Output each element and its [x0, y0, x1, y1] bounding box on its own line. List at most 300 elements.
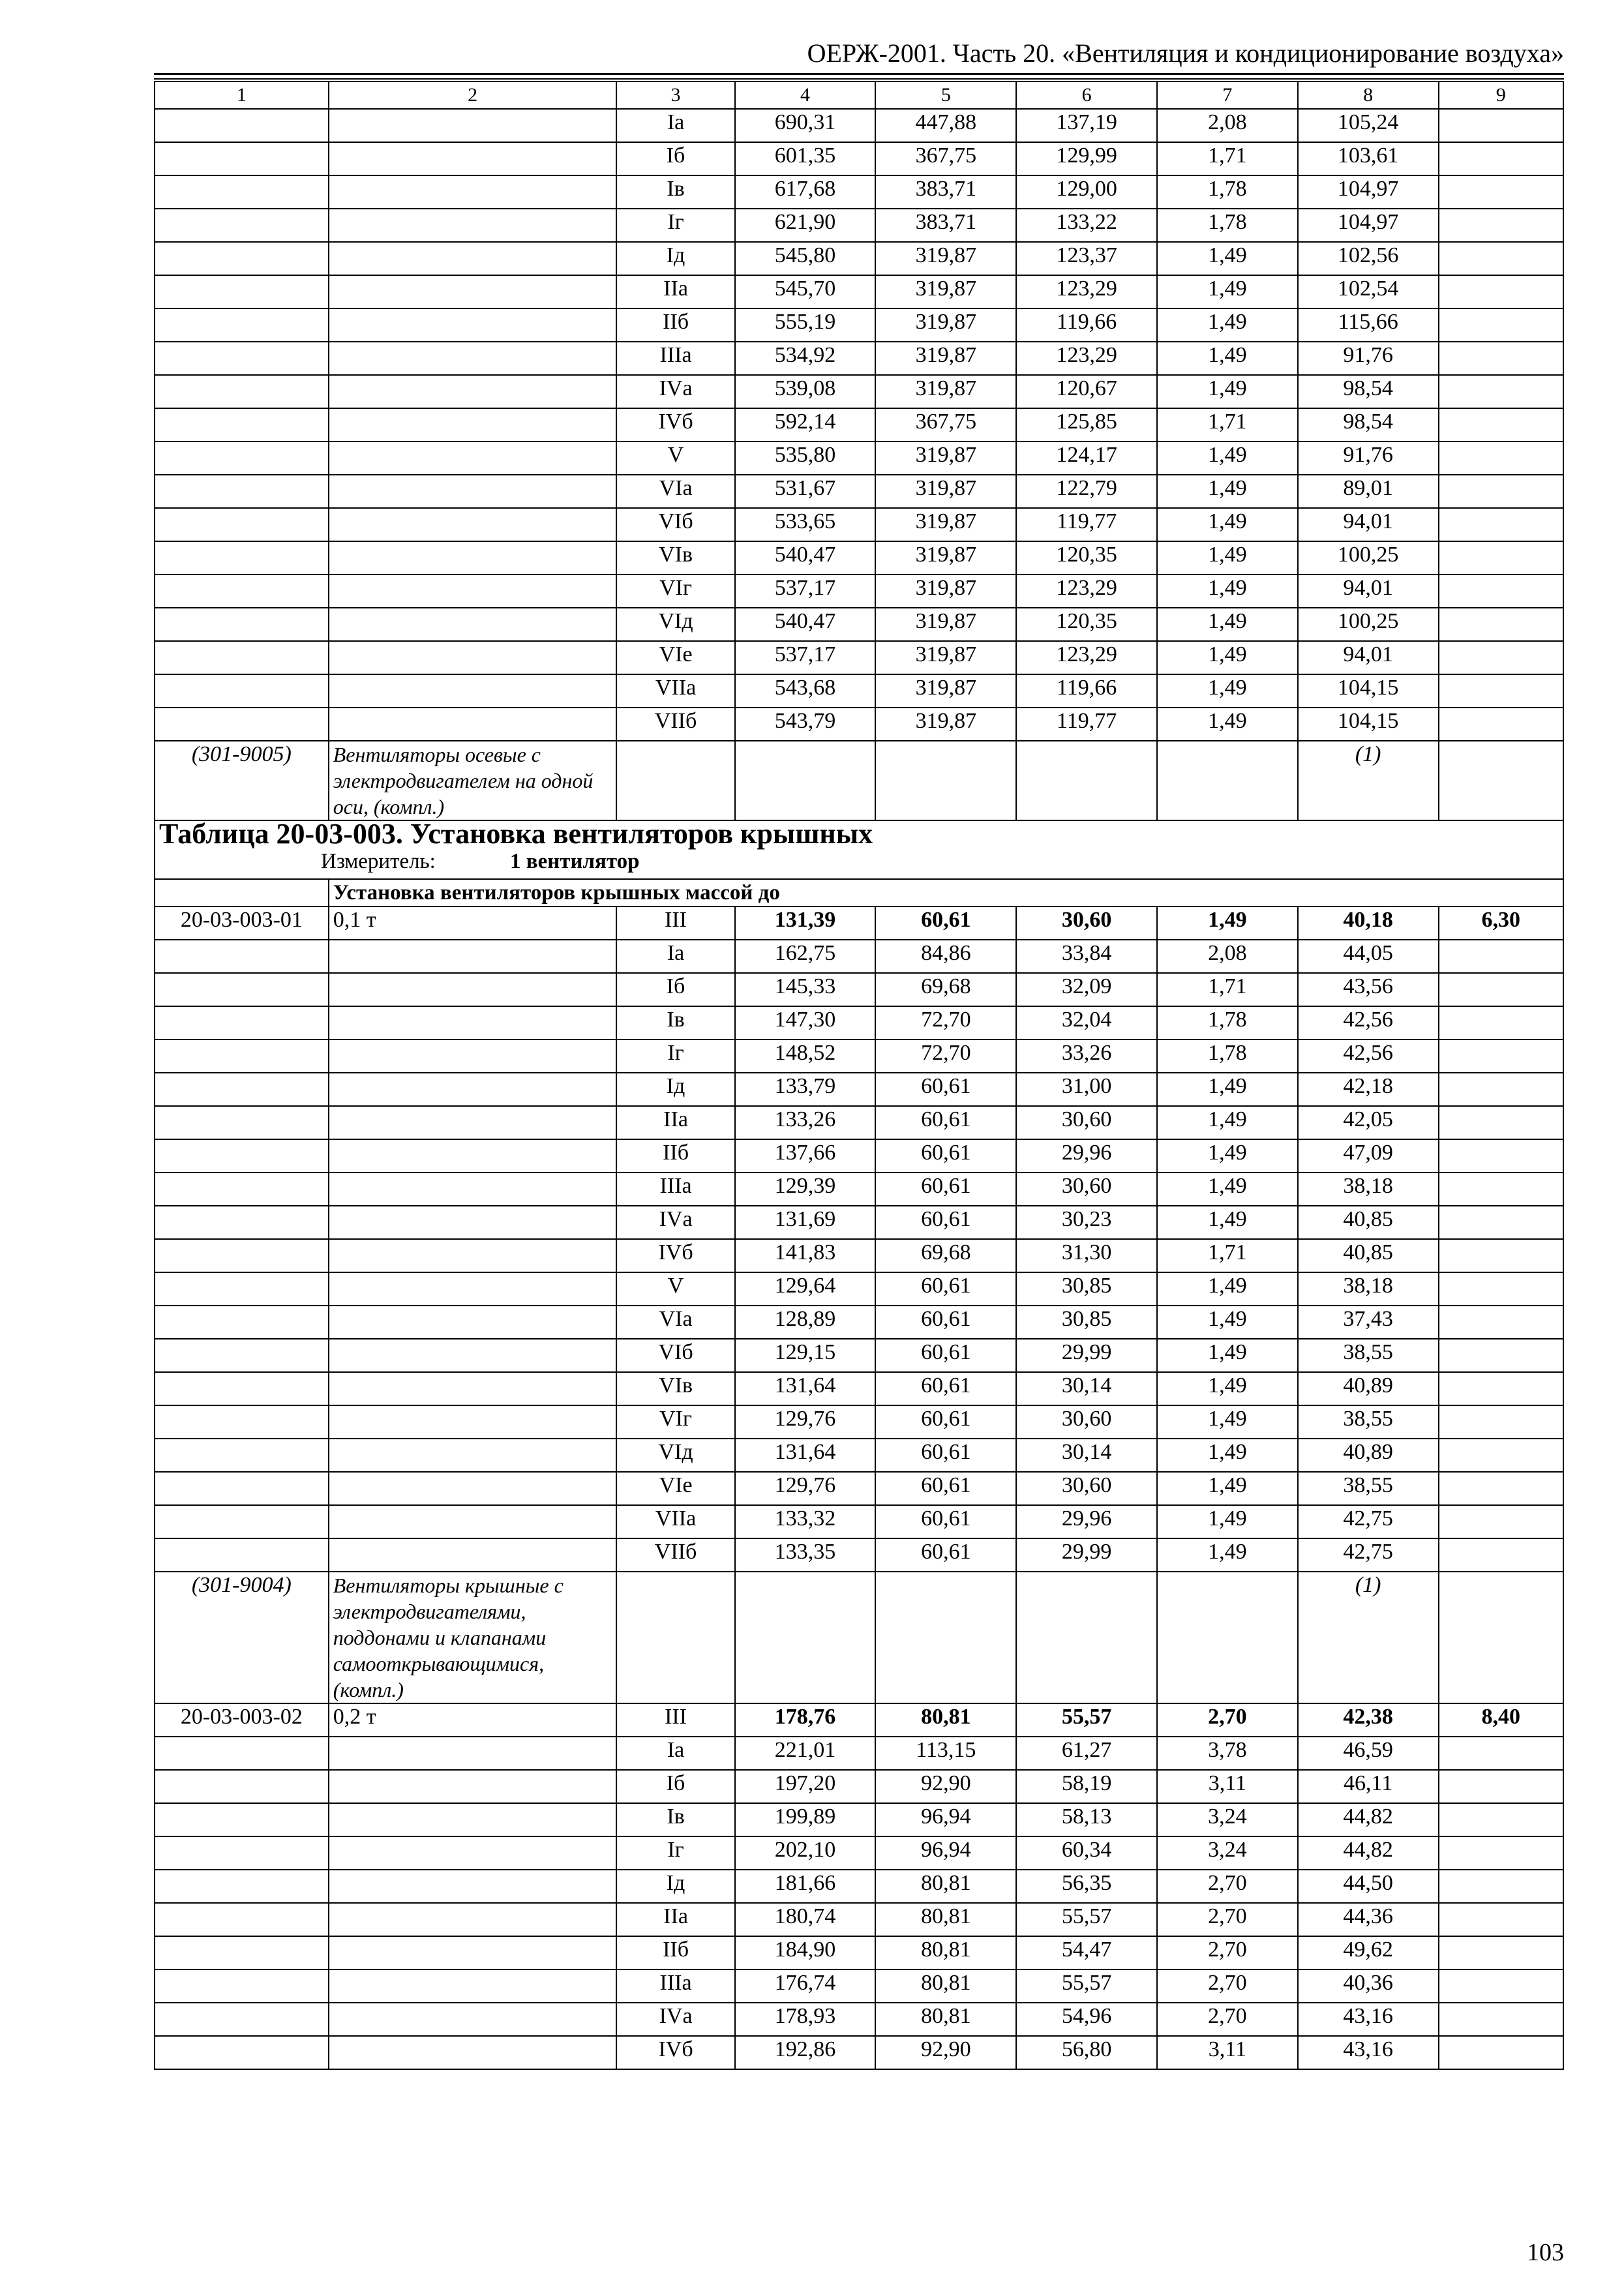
zone-cell: Iв — [616, 1006, 734, 1040]
col9-cell — [1439, 708, 1563, 741]
value-cell-6: 56,80 — [1016, 2036, 1157, 2069]
value-cell-4: 534,92 — [735, 342, 876, 375]
value-cell-6: 29,96 — [1016, 1505, 1157, 1538]
value-cell-4: 601,35 — [735, 142, 876, 175]
col9-cell — [1439, 541, 1563, 575]
name-cell — [329, 575, 617, 608]
code-cell — [155, 1339, 329, 1372]
material-note: (1) — [1298, 741, 1439, 820]
table-title-cell — [155, 820, 1563, 879]
value-cell-6: 30,14 — [1016, 1372, 1157, 1405]
value-cell-8: 42,75 — [1298, 1505, 1439, 1538]
value-cell-7: 2,70 — [1157, 1870, 1298, 1903]
name-cell — [329, 1439, 617, 1472]
name-cell — [329, 308, 617, 342]
value-cell-7: 1,49 — [1157, 1306, 1298, 1339]
name-cell — [329, 1139, 617, 1173]
value-cell-4: 131,69 — [735, 1206, 876, 1239]
value-cell-6: 125,85 — [1016, 408, 1157, 441]
empty-cell — [875, 741, 1016, 820]
value-cell-6: 32,09 — [1016, 973, 1157, 1006]
material-code: (301-9004) — [155, 1572, 329, 1703]
value-cell-5: 319,87 — [875, 342, 1016, 375]
name-cell — [329, 342, 617, 375]
value-cell-4: 178,76 — [735, 1703, 876, 1737]
value-cell-8: 91,76 — [1298, 441, 1439, 475]
code-cell — [155, 940, 329, 973]
material-row — [155, 741, 1563, 820]
value-cell-4: 129,76 — [735, 1405, 876, 1439]
table-row — [155, 475, 1563, 508]
value-cell-7: 1,49 — [1157, 375, 1298, 408]
col9-cell — [1439, 275, 1563, 308]
value-cell-6: 123,29 — [1016, 275, 1157, 308]
col9-cell — [1439, 575, 1563, 608]
empty-cell — [1157, 1572, 1298, 1703]
zone-cell: Iд — [616, 1073, 734, 1106]
value-cell-6: 119,77 — [1016, 708, 1157, 741]
zone-cell: Iб — [616, 973, 734, 1006]
zone-cell: VIб — [616, 508, 734, 541]
value-cell-5: 72,70 — [875, 1006, 1016, 1040]
table-row — [155, 1936, 1563, 1969]
value-cell-6: 29,99 — [1016, 1339, 1157, 1372]
value-cell-8: 40,85 — [1298, 1239, 1439, 1272]
value-cell-4: 540,47 — [735, 608, 876, 641]
value-cell-5: 319,87 — [875, 708, 1016, 741]
value-cell-6: 30,60 — [1016, 1472, 1157, 1505]
zone-cell: IVа — [616, 1206, 734, 1239]
value-cell-5: 319,87 — [875, 641, 1016, 674]
col9-cell — [1439, 1239, 1563, 1272]
col9-cell — [1439, 1903, 1563, 1936]
value-cell-5: 60,61 — [875, 1439, 1016, 1472]
value-cell-4: 129,15 — [735, 1339, 876, 1372]
value-cell-8: 38,18 — [1298, 1272, 1439, 1306]
value-cell-7: 3,11 — [1157, 1770, 1298, 1803]
value-cell-6: 30,60 — [1016, 1106, 1157, 1139]
name-cell — [329, 1472, 617, 1505]
name-cell — [329, 1206, 617, 1239]
name-cell — [329, 1339, 617, 1372]
value-cell-8: 42,05 — [1298, 1106, 1439, 1139]
value-cell-6: 123,37 — [1016, 242, 1157, 275]
value-cell-6: 32,04 — [1016, 1006, 1157, 1040]
col9-cell — [1439, 641, 1563, 674]
value-cell-7: 1,71 — [1157, 973, 1298, 1006]
table-row — [155, 641, 1563, 674]
value-cell-5: 319,87 — [875, 242, 1016, 275]
value-cell-5: 60,61 — [875, 1106, 1016, 1139]
table-row — [155, 608, 1563, 641]
value-cell-7: 2,70 — [1157, 2003, 1298, 2036]
table-row — [155, 906, 1563, 940]
code-cell — [155, 1803, 329, 1836]
value-cell-4: 131,64 — [735, 1372, 876, 1405]
value-cell-5: 367,75 — [875, 142, 1016, 175]
value-cell-4: 537,17 — [735, 575, 876, 608]
table-row — [155, 940, 1563, 973]
value-cell-8: 100,25 — [1298, 608, 1439, 641]
value-cell-5: 319,87 — [875, 475, 1016, 508]
col9-cell — [1439, 109, 1563, 142]
material-name: Вентиляторы крышные с электродвигателями, поддонами и клапанами самооткрывающимися, (компл.) — [329, 1572, 617, 1703]
table-row — [155, 342, 1563, 375]
material-name: Вентиляторы осевые с электродвигателем на одной оси, (компл.) — [329, 741, 617, 820]
col9-cell — [1439, 1969, 1563, 2003]
value-cell-8: 46,11 — [1298, 1770, 1439, 1803]
value-cell-6: 122,79 — [1016, 475, 1157, 508]
value-cell-7: 1,49 — [1157, 906, 1298, 940]
table-row — [155, 1870, 1563, 1903]
meter-value: 1 вентилятор — [510, 850, 640, 873]
value-cell-7: 1,49 — [1157, 1139, 1298, 1173]
code-cell — [155, 1239, 329, 1272]
value-cell-6: 33,26 — [1016, 1040, 1157, 1073]
value-cell-6: 54,47 — [1016, 1936, 1157, 1969]
value-cell-5: 60,61 — [875, 1405, 1016, 1439]
name-cell — [329, 142, 617, 175]
empty-cell — [875, 1572, 1016, 1703]
value-cell-5: 84,86 — [875, 940, 1016, 973]
page-number: 103 — [1527, 2239, 1564, 2266]
code-cell — [155, 1073, 329, 1106]
col9-cell — [1439, 1106, 1563, 1139]
table-row — [155, 1969, 1563, 2003]
value-cell-4: 133,32 — [735, 1505, 876, 1538]
zone-cell: Iа — [616, 940, 734, 973]
value-cell-8: 44,50 — [1298, 1870, 1439, 1903]
value-cell-8: 89,01 — [1298, 475, 1439, 508]
value-cell-4: 533,65 — [735, 508, 876, 541]
zone-cell: IVб — [616, 2036, 734, 2069]
value-cell-4: 141,83 — [735, 1239, 876, 1272]
zone-cell: VIе — [616, 641, 734, 674]
item-col9: 6,30 — [1439, 906, 1563, 940]
value-cell-8: 94,01 — [1298, 575, 1439, 608]
value-cell-5: 319,87 — [875, 608, 1016, 641]
code-cell — [155, 1770, 329, 1803]
table-row — [155, 1106, 1563, 1139]
material-note: (1) — [1298, 1572, 1439, 1703]
zone-cell: VIв — [616, 541, 734, 575]
zone-cell: Iа — [616, 109, 734, 142]
name-cell — [329, 1306, 617, 1339]
table-row — [155, 708, 1563, 741]
value-cell-6: 123,29 — [1016, 575, 1157, 608]
value-cell-5: 80,81 — [875, 1870, 1016, 1903]
col9-cell — [1439, 741, 1563, 820]
table-row — [155, 1836, 1563, 1870]
value-cell-7: 1,49 — [1157, 575, 1298, 608]
value-cell-4: 184,90 — [735, 1936, 876, 1969]
name-cell — [329, 973, 617, 1006]
name-cell — [329, 408, 617, 441]
value-cell-4: 131,39 — [735, 906, 876, 940]
header-rule — [154, 73, 1564, 75]
value-cell-8: 44,82 — [1298, 1803, 1439, 1836]
estimate-table — [154, 81, 1564, 2070]
table-row — [155, 575, 1563, 608]
table-row — [155, 1073, 1563, 1106]
zone-cell: VIг — [616, 575, 734, 608]
zone-cell: III — [616, 1703, 734, 1737]
table-row — [155, 242, 1563, 275]
value-cell-7: 2,08 — [1157, 109, 1298, 142]
name-cell — [329, 1405, 617, 1439]
value-cell-8: 98,54 — [1298, 375, 1439, 408]
zone-cell: VIе — [616, 1472, 734, 1505]
col9-cell — [1439, 1472, 1563, 1505]
code-cell — [155, 641, 329, 674]
zone-cell: VIIб — [616, 708, 734, 741]
zone-cell: IIб — [616, 1139, 734, 1173]
value-cell-8: 43,16 — [1298, 2003, 1439, 2036]
value-cell-6: 61,27 — [1016, 1737, 1157, 1770]
value-cell-6: 30,85 — [1016, 1272, 1157, 1306]
zone-cell: IIIа — [616, 342, 734, 375]
value-cell-8: 104,97 — [1298, 209, 1439, 242]
name-cell — [329, 1040, 617, 1073]
table-row — [155, 541, 1563, 575]
value-cell-8: 94,01 — [1298, 508, 1439, 541]
value-cell-8: 49,62 — [1298, 1936, 1439, 1969]
value-cell-6: 120,67 — [1016, 375, 1157, 408]
value-cell-5: 72,70 — [875, 1040, 1016, 1073]
code-cell — [155, 1006, 329, 1040]
empty-cell — [1157, 741, 1298, 820]
col9-cell — [1439, 1405, 1563, 1439]
value-cell-5: 60,61 — [875, 1505, 1016, 1538]
zone-cell: IIа — [616, 1106, 734, 1139]
value-cell-5: 60,61 — [875, 1073, 1016, 1106]
value-cell-5: 69,68 — [875, 973, 1016, 1006]
empty-cell — [1016, 741, 1157, 820]
value-cell-5: 92,90 — [875, 2036, 1016, 2069]
code-cell — [155, 2036, 329, 2069]
col9-cell — [1439, 441, 1563, 475]
code-cell — [155, 1538, 329, 1572]
code-cell — [155, 1472, 329, 1505]
value-cell-7: 3,11 — [1157, 2036, 1298, 2069]
value-cell-4: 147,30 — [735, 1006, 876, 1040]
value-cell-8: 44,82 — [1298, 1836, 1439, 1870]
value-cell-7: 1,49 — [1157, 275, 1298, 308]
zone-cell: Iд — [616, 242, 734, 275]
zone-cell: IVа — [616, 375, 734, 408]
value-cell-7: 3,78 — [1157, 1737, 1298, 1770]
code-cell — [155, 242, 329, 275]
value-cell-4: 555,19 — [735, 308, 876, 342]
name-cell — [329, 375, 617, 408]
value-cell-6: 29,99 — [1016, 1538, 1157, 1572]
zone-cell: Iб — [616, 142, 734, 175]
table-row — [155, 1803, 1563, 1836]
value-cell-6: 33,84 — [1016, 940, 1157, 973]
value-cell-6: 123,29 — [1016, 342, 1157, 375]
name-cell — [329, 1936, 617, 1969]
zone-cell: Iг — [616, 209, 734, 242]
table-row — [155, 973, 1563, 1006]
value-cell-6: 60,34 — [1016, 1836, 1157, 1870]
value-cell-7: 1,49 — [1157, 541, 1298, 575]
zone-cell: VIIа — [616, 674, 734, 708]
value-cell-7: 1,49 — [1157, 1173, 1298, 1206]
value-cell-5: 80,81 — [875, 1936, 1016, 1969]
col9-cell — [1439, 508, 1563, 541]
zone-cell: Iг — [616, 1040, 734, 1073]
col9-cell — [1439, 1272, 1563, 1306]
value-cell-8: 40,89 — [1298, 1372, 1439, 1405]
value-cell-5: 80,81 — [875, 1703, 1016, 1737]
name-cell — [329, 608, 617, 641]
table-row — [155, 2003, 1563, 2036]
name-cell — [329, 475, 617, 508]
col9-cell — [1439, 209, 1563, 242]
name-cell — [329, 1073, 617, 1106]
value-cell-6: 30,23 — [1016, 1206, 1157, 1239]
value-cell-8: 104,15 — [1298, 708, 1439, 741]
value-cell-5: 319,87 — [875, 541, 1016, 575]
value-cell-6: 29,96 — [1016, 1139, 1157, 1173]
value-cell-4: 535,80 — [735, 441, 876, 475]
value-cell-7: 2,08 — [1157, 940, 1298, 973]
value-cell-5: 367,75 — [875, 408, 1016, 441]
code-cell — [155, 1505, 329, 1538]
value-cell-4: 537,17 — [735, 641, 876, 674]
running-header: ОЕРЖ-2001. Часть 20. «Вентиляция и кондиционирование воздуха» — [807, 38, 1564, 68]
value-cell-5: 319,87 — [875, 375, 1016, 408]
value-cell-4: 545,70 — [735, 275, 876, 308]
value-cell-6: 58,13 — [1016, 1803, 1157, 1836]
name-cell — [329, 1770, 617, 1803]
zone-cell: VIд — [616, 1439, 734, 1472]
value-cell-6: 55,57 — [1016, 1703, 1157, 1737]
value-cell-5: 69,68 — [875, 1239, 1016, 1272]
item-col9: 8,40 — [1439, 1703, 1563, 1737]
table-row — [155, 1538, 1563, 1572]
zone-cell: IIб — [616, 1936, 734, 1969]
col9-cell — [1439, 308, 1563, 342]
value-cell-4: 128,89 — [735, 1306, 876, 1339]
value-cell-5: 60,61 — [875, 1339, 1016, 1372]
value-cell-6: 56,35 — [1016, 1870, 1157, 1903]
code-cell — [155, 308, 329, 342]
table-row — [155, 142, 1563, 175]
column-number-row — [155, 82, 1563, 109]
value-cell-7: 1,71 — [1157, 142, 1298, 175]
value-cell-7: 1,49 — [1157, 1073, 1298, 1106]
value-cell-8: 40,89 — [1298, 1439, 1439, 1472]
table-row — [155, 275, 1563, 308]
value-cell-5: 60,61 — [875, 1372, 1016, 1405]
name-cell — [329, 940, 617, 973]
col9-cell — [1439, 1737, 1563, 1770]
value-cell-8: 42,38 — [1298, 1703, 1439, 1737]
value-cell-5: 319,87 — [875, 308, 1016, 342]
item-name: 0,1 т — [329, 906, 617, 940]
value-cell-7: 2,70 — [1157, 1703, 1298, 1737]
value-cell-8: 42,56 — [1298, 1040, 1439, 1073]
column-number: 9 — [1439, 82, 1563, 109]
value-cell-7: 1,49 — [1157, 708, 1298, 741]
value-cell-7: 1,49 — [1157, 475, 1298, 508]
value-cell-4: 531,67 — [735, 475, 876, 508]
value-cell-7: 1,49 — [1157, 674, 1298, 708]
value-cell-7: 1,78 — [1157, 1040, 1298, 1073]
code-cell — [155, 1139, 329, 1173]
col9-cell — [1439, 1572, 1563, 1703]
value-cell-7: 1,71 — [1157, 1239, 1298, 1272]
table-row — [155, 1206, 1563, 1239]
value-cell-4: 129,39 — [735, 1173, 876, 1206]
value-cell-7: 2,70 — [1157, 1936, 1298, 1969]
value-cell-6: 54,96 — [1016, 2003, 1157, 2036]
value-cell-7: 1,49 — [1157, 608, 1298, 641]
value-cell-4: 539,08 — [735, 375, 876, 408]
name-cell — [329, 1239, 617, 1272]
item-name: 0,2 т — [329, 1703, 617, 1737]
zone-cell: IVа — [616, 2003, 734, 2036]
value-cell-6: 129,00 — [1016, 175, 1157, 209]
col9-cell — [1439, 408, 1563, 441]
value-cell-6: 30,60 — [1016, 906, 1157, 940]
code-cell — [155, 475, 329, 508]
value-cell-8: 38,18 — [1298, 1173, 1439, 1206]
name-cell — [329, 508, 617, 541]
value-cell-6: 30,14 — [1016, 1439, 1157, 1472]
value-cell-8: 103,61 — [1298, 142, 1439, 175]
table-row — [155, 1272, 1563, 1306]
value-cell-5: 80,81 — [875, 1969, 1016, 2003]
value-cell-7: 1,49 — [1157, 1405, 1298, 1439]
value-cell-6: 30,85 — [1016, 1306, 1157, 1339]
value-cell-6: 119,66 — [1016, 674, 1157, 708]
code-cell — [155, 342, 329, 375]
name-cell — [329, 109, 617, 142]
column-number: 4 — [735, 82, 876, 109]
value-cell-6: 133,22 — [1016, 209, 1157, 242]
value-cell-4: 133,35 — [735, 1538, 876, 1572]
value-cell-7: 2,70 — [1157, 1903, 1298, 1936]
column-number: 6 — [1016, 82, 1157, 109]
code-cell — [155, 1405, 329, 1439]
table-row — [155, 1040, 1563, 1073]
col9-cell — [1439, 674, 1563, 708]
table-row — [155, 1737, 1563, 1770]
value-cell-6: 55,57 — [1016, 1969, 1157, 2003]
col9-cell — [1439, 1372, 1563, 1405]
value-cell-8: 38,55 — [1298, 1472, 1439, 1505]
value-cell-8: 102,56 — [1298, 242, 1439, 275]
zone-cell: IIIа — [616, 1969, 734, 2003]
empty-cell — [1016, 1572, 1157, 1703]
value-cell-7: 1,49 — [1157, 1505, 1298, 1538]
value-cell-6: 30,60 — [1016, 1405, 1157, 1439]
subheading: Установка вентиляторов крышных массой до — [329, 879, 1563, 906]
col9-cell — [1439, 1836, 1563, 1870]
value-cell-7: 1,78 — [1157, 1006, 1298, 1040]
table-row — [155, 1306, 1563, 1339]
code-cell — [155, 209, 329, 242]
col9-cell — [1439, 1770, 1563, 1803]
code-cell — [155, 541, 329, 575]
value-cell-7: 2,70 — [1157, 1969, 1298, 2003]
table-row — [155, 1703, 1563, 1737]
value-cell-5: 319,87 — [875, 441, 1016, 475]
value-cell-7: 1,49 — [1157, 342, 1298, 375]
value-cell-4: 145,33 — [735, 973, 876, 1006]
